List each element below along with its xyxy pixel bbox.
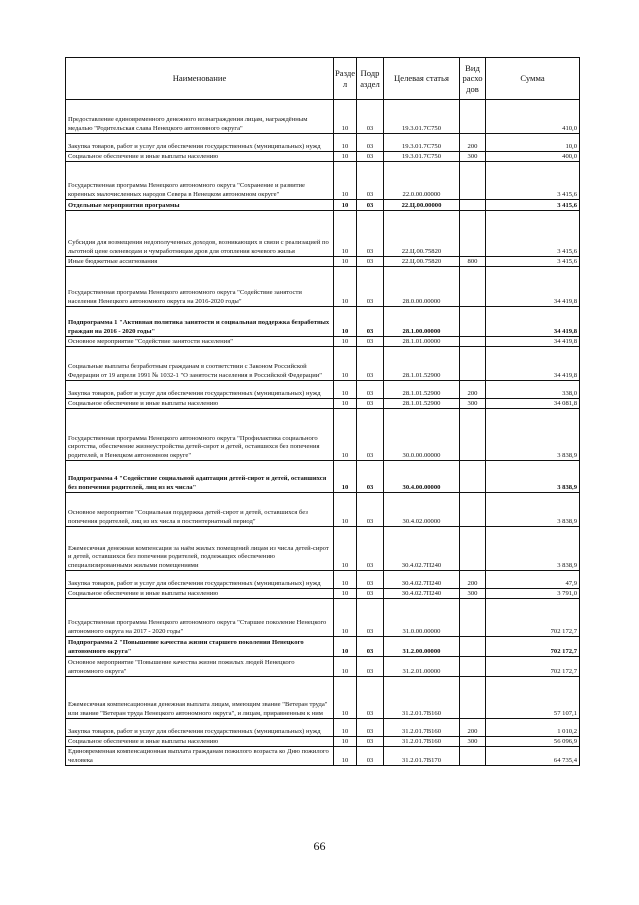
cell-subsection: 03 [357,381,384,399]
cell-name: Закупка товаров, работ и услуг для обеспечения государственных (муниципальных) нужд [66,134,334,152]
cell-subsection: 03 [357,347,384,381]
cell-target-article: 30.4.02.7П240 [384,589,460,599]
cell-subsection: 03 [357,162,384,200]
cell-name: Ежемесячная денежная компенсация за наём жилых помещений лицам из числа детей-сирот и детей, оставшихся без попечения родителей, подлежащих обеспечению специализированными жилыми помещениями [66,527,334,571]
cell-target-article: 28.1.01.52900 [384,399,460,409]
cell-section: 10 [334,200,357,211]
cell-target-article: 30.4.02.7П240 [384,571,460,589]
cell-expense-type [460,677,486,719]
cell-section: 10 [334,347,357,381]
cell-section: 10 [334,152,357,162]
cell-name: Социальные выплаты безработным гражданам в соответствии с Законом Российской Федерации от 19 апреля 1991 № 1032-1 "О занятости населения в Российской Федерации" [66,347,334,381]
cell-target-article: 22.Ц.00.75820 [384,211,460,257]
cell-section: 10 [334,589,357,599]
cell-target-article: 30.4.02.00000 [384,493,460,527]
cell-amount: 34 419,8 [486,267,580,307]
cell-expense-type [460,347,486,381]
header-expense-type: Вид расхо дов [460,58,486,100]
cell-amount: 3 415,6 [486,211,580,257]
cell-section: 10 [334,134,357,152]
cell-name: Социальное обеспечение и иные выплаты населению [66,737,334,747]
cell-expense-type [460,162,486,200]
cell-subsection: 03 [357,267,384,307]
cell-amount: 34 419,8 [486,307,580,337]
table-row [66,737,580,747]
cell-name: Подпрограмма 1 "Активная политика занятости и социальная поддержка безработных граждан на 2016 - 2020 годы" [66,307,334,337]
cell-name: Закупка товаров, работ и услуг для обеспечения государственных (муниципальных) нужд [66,381,334,399]
table-row [66,337,580,347]
table-row [66,747,580,766]
cell-expense-type [460,527,486,571]
cell-amount: 3 838,9 [486,493,580,527]
cell-section: 10 [334,677,357,719]
cell-name: Основное мероприятие "Повышение качества жизни пожилых людей Ненецкого автономного округа" [66,657,334,677]
table-row [66,599,580,637]
cell-subsection: 03 [357,399,384,409]
cell-subsection: 03 [357,637,384,657]
cell-expense-type [460,747,486,766]
table-row [66,211,580,257]
table-row [66,134,580,152]
cell-expense-type: 200 [460,571,486,589]
cell-name: Субсидия для возмещения недополученных доходов, возникающих в связи с реализацией по льготной цене оленеводам и чумработницам дров для отопления кочевого жилья [66,211,334,257]
cell-section: 10 [334,100,357,134]
cell-amount: 3 838,9 [486,527,580,571]
cell-subsection: 03 [357,599,384,637]
table-row [66,257,580,267]
cell-expense-type [460,211,486,257]
cell-target-article: 31.2.01.7В160 [384,677,460,719]
cell-subsection: 03 [357,100,384,134]
cell-expense-type: 200 [460,719,486,737]
cell-section: 10 [334,257,357,267]
cell-name: Подпрограмма 2 "Повышение качества жизни старшего поколения Ненецкого автономного округа" [66,637,334,657]
cell-section: 10 [334,737,357,747]
cell-expense-type [460,307,486,337]
table-row [66,200,580,211]
cell-amount: 400,0 [486,152,580,162]
cell-expense-type: 300 [460,399,486,409]
cell-expense-type [460,637,486,657]
cell-amount: 3 415,6 [486,257,580,267]
cell-expense-type [460,409,486,461]
cell-amount: 410,0 [486,100,580,134]
cell-section: 10 [334,657,357,677]
cell-section: 10 [334,527,357,571]
cell-subsection: 03 [357,747,384,766]
cell-section: 10 [334,267,357,307]
cell-subsection: 03 [357,737,384,747]
cell-subsection: 03 [357,571,384,589]
cell-amount: 702 172,7 [486,599,580,637]
cell-subsection: 03 [357,337,384,347]
table-row [66,162,580,200]
table-row [66,493,580,527]
cell-section: 10 [334,381,357,399]
table-row [66,409,580,461]
cell-section: 10 [334,747,357,766]
cell-name: Закупка товаров, работ и услуг для обеспечения государственных (муниципальных) нужд [66,571,334,589]
cell-target-article: 22.0.00.00000 [384,162,460,200]
cell-subsection: 03 [357,719,384,737]
cell-expense-type [460,493,486,527]
cell-section: 10 [334,493,357,527]
cell-expense-type: 300 [460,589,486,599]
cell-amount: 702 172,7 [486,657,580,677]
cell-target-article: 19.3.01.7С750 [384,152,460,162]
cell-expense-type [460,200,486,211]
table-row [66,677,580,719]
cell-target-article: 31.2.01.00000 [384,657,460,677]
cell-subsection: 03 [357,257,384,267]
cell-expense-type: 200 [460,381,486,399]
cell-subsection: 03 [357,200,384,211]
table-row [66,100,580,134]
cell-subsection: 03 [357,211,384,257]
cell-subsection: 03 [357,493,384,527]
cell-amount: 1 010,2 [486,719,580,737]
table-row [66,719,580,737]
cell-name: Ежемесячная компенсационная денежная выплата лицам, имеющим звание "Ветеран труда" или звание "Ветеран труда Ненецкого автономного округа", и лицам, приравненным к ним [66,677,334,719]
table-row [66,347,580,381]
cell-name: Отдельные мероприятия программы [66,200,334,211]
cell-amount: 57 107,1 [486,677,580,719]
cell-amount: 3 415,6 [486,162,580,200]
cell-name: Основное мероприятие "Социальная поддержка детей-сирот и детей, оставшихся без попечения родителей, лиц из их числа в постинтернатный период" [66,493,334,527]
cell-amount: 34 419,8 [486,347,580,381]
cell-name: Государственная программа Ненецкого автономного округа "Сохранение и развитие коренных малочисленных народов Севера в Ненецком автономном округе" [66,162,334,200]
cell-name: Государственная программа Ненецкого автономного округа "Старшее поколение Ненецкого автономного округа на 2017 - 2020 годы" [66,599,334,637]
cell-target-article: 22.Ц.00.75820 [384,257,460,267]
cell-amount: 56 096,9 [486,737,580,747]
cell-name: Подпрограмма 4 "Содействие социальной адаптации детей-сирот и детей, оставшихся без попечения родителей, лиц из их числа" [66,461,334,493]
cell-target-article: 31.0.00.00000 [384,599,460,637]
cell-target-article: 31.2.01.7В170 [384,747,460,766]
cell-target-article: 28.1.00.00000 [384,307,460,337]
header-section: Разде л [334,58,357,100]
cell-expense-type: 300 [460,737,486,747]
cell-target-article: 31.2.01.7В160 [384,737,460,747]
cell-amount: 338,0 [486,381,580,399]
cell-target-article: 31.2.01.7В160 [384,719,460,737]
cell-amount: 10,0 [486,134,580,152]
table-header-row [66,58,580,100]
cell-expense-type [460,100,486,134]
cell-section: 10 [334,599,357,637]
cell-expense-type [460,657,486,677]
cell-section: 10 [334,399,357,409]
cell-target-article: 30.4.00.00000 [384,461,460,493]
cell-section: 10 [334,409,357,461]
table-row [66,381,580,399]
table-row [66,307,580,337]
cell-amount: 47,9 [486,571,580,589]
cell-name: Основное мероприятие "Содействие занятости населения" [66,337,334,347]
cell-name: Предоставление единовременного денежного вознаграждения лицам, награждённым медалью "Родительская слава Ненецкого автономного округа" [66,100,334,134]
cell-amount: 34 081,8 [486,399,580,409]
page-number: 66 [313,839,326,853]
cell-name: Государственная программа Ненецкого автономного округа "Содействие занятости населения Ненецкого автономного округа на 2016-2020 годы" [66,267,334,307]
table-row [66,461,580,493]
cell-target-article: 22.Ц.00.00000 [384,200,460,211]
cell-target-article: 28.1.01.52900 [384,381,460,399]
cell-expense-type: 200 [460,134,486,152]
cell-name: Социальное обеспечение и иные выплаты населению [66,152,334,162]
header-amount: Сумма [486,58,580,100]
header-target-article: Целевая статья [384,58,460,100]
cell-amount: 3 791,0 [486,589,580,599]
header-name: Наименование [66,58,334,100]
table-row [66,152,580,162]
cell-amount: 702 172,7 [486,637,580,657]
cell-subsection: 03 [357,461,384,493]
table-row [66,657,580,677]
table-row [66,267,580,307]
cell-subsection: 03 [357,152,384,162]
cell-expense-type [460,599,486,637]
cell-section: 10 [334,162,357,200]
cell-section: 10 [334,719,357,737]
cell-target-article: 19.3.01.7С750 [384,134,460,152]
cell-name: Социальное обеспечение и иные выплаты населению [66,589,334,599]
table-row [66,399,580,409]
cell-amount: 3 415,6 [486,200,580,211]
cell-name: Государственная программа Ненецкого автономного округа "Профилактика социального сиротства, обеспечение жизнеустройства детей-сирот и детей, оставшихся без попечения родителей, в Ненецком автономном округе" [66,409,334,461]
cell-name: Единовременная компенсационная выплата гражданам пожилого возраста ко Дню пожилого человека [66,747,334,766]
table-row [66,571,580,589]
cell-name: Закупка товаров, работ и услуг для обеспечения государственных (муниципальных) нужд [66,719,334,737]
cell-target-article: 28.1.01.00000 [384,337,460,347]
cell-section: 10 [334,461,357,493]
table-row [66,637,580,657]
cell-subsection: 03 [357,527,384,571]
cell-name: Социальное обеспечение и иные выплаты населению [66,399,334,409]
cell-amount: 3 838,9 [486,461,580,493]
cell-name: Иные бюджетные ассигнования [66,257,334,267]
cell-target-article: 31.2.00.00000 [384,637,460,657]
cell-target-article: 30.4.02.7П240 [384,527,460,571]
budget-table [65,57,580,766]
cell-expense-type: 800 [460,257,486,267]
table-row [66,527,580,571]
cell-amount: 3 838,9 [486,409,580,461]
cell-section: 10 [334,637,357,657]
cell-target-article: 28.0.00.00000 [384,267,460,307]
cell-expense-type [460,337,486,347]
cell-expense-type: 300 [460,152,486,162]
cell-target-article: 30.0.00.00000 [384,409,460,461]
cell-section: 10 [334,337,357,347]
cell-section: 10 [334,571,357,589]
cell-target-article: 19.3.01.7С750 [384,100,460,134]
cell-section: 10 [334,211,357,257]
cell-amount: 64 735,4 [486,747,580,766]
cell-subsection: 03 [357,134,384,152]
cell-expense-type [460,461,486,493]
cell-subsection: 03 [357,409,384,461]
cell-expense-type [460,267,486,307]
cell-amount: 34 419,8 [486,337,580,347]
cell-subsection: 03 [357,677,384,719]
cell-subsection: 03 [357,657,384,677]
cell-subsection: 03 [357,307,384,337]
cell-target-article: 28.1.01.52900 [384,347,460,381]
cell-subsection: 03 [357,589,384,599]
header-subsection: Подр аздел [357,58,384,100]
cell-section: 10 [334,307,357,337]
table-row [66,589,580,599]
